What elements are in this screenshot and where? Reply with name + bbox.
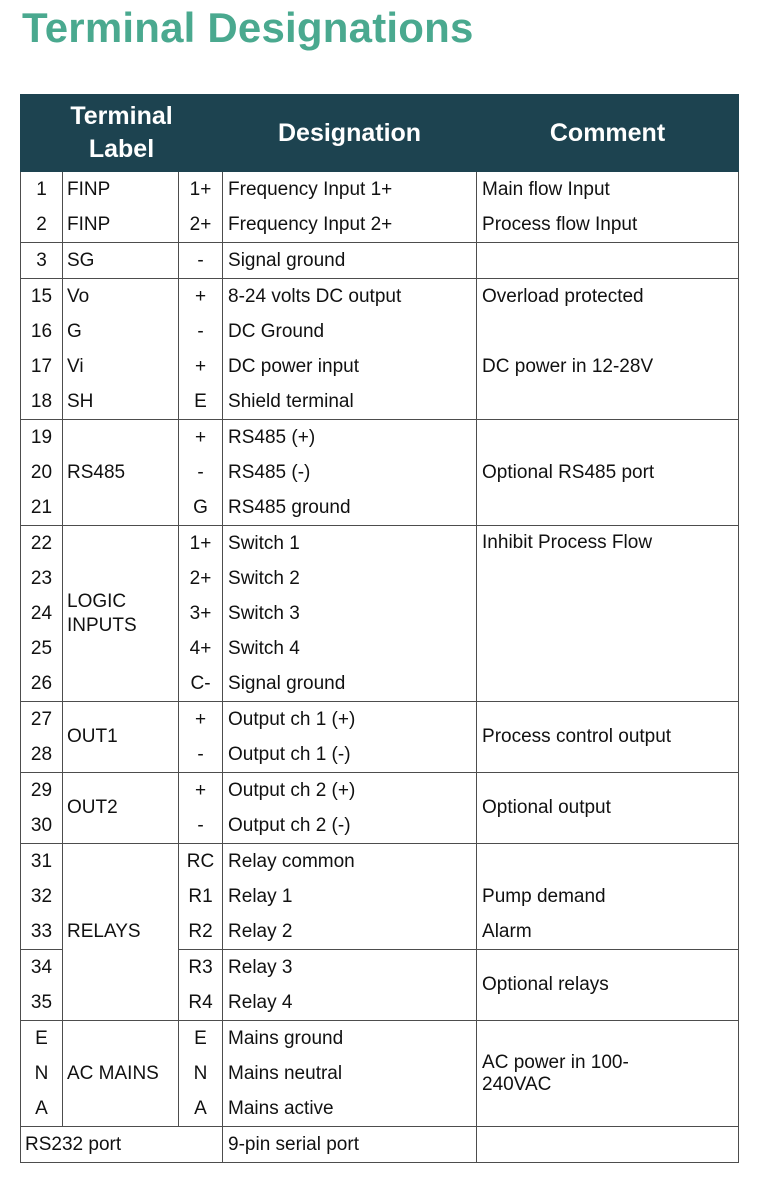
terminal-polarity: G — [179, 490, 223, 526]
terminal-polarity: 2+ — [179, 207, 223, 243]
comment-cell: Pump demand — [477, 879, 739, 914]
comment-cell — [477, 243, 739, 279]
terminal-polarity: + — [179, 773, 223, 809]
terminal-polarity: + — [179, 349, 223, 384]
terminal-number: 18 — [21, 384, 63, 420]
terminal-number: 30 — [21, 808, 63, 844]
designation-cell: Output ch 1 (+) — [223, 702, 477, 738]
terminal-polarity: A — [179, 1091, 223, 1127]
terminal-polarity: R3 — [179, 950, 223, 986]
terminal-label: FINP — [63, 172, 179, 208]
comment-cell: DC power in 12-28V — [477, 314, 739, 420]
terminal-label: RELAYS — [63, 844, 179, 1021]
terminal-polarity: 2+ — [179, 561, 223, 596]
header-terminal-label: Terminal Label — [21, 95, 223, 172]
terminal-label: Vo — [63, 279, 179, 315]
comment-cell: Alarm — [477, 914, 739, 950]
table-row — [21, 702, 739, 738]
comment-cell: Optional output — [477, 773, 739, 844]
terminal-number: 23 — [21, 561, 63, 596]
terminal-polarity: - — [179, 737, 223, 773]
page-title: Terminal Designations — [22, 4, 474, 51]
comment-cell: Process control output — [477, 702, 739, 773]
designation-cell: Frequency Input 2+ — [223, 207, 477, 243]
comment-cell: Overload protected — [477, 279, 739, 315]
terminal-number: 16 — [21, 314, 63, 349]
comment-cell: Optional RS485 port — [477, 420, 739, 526]
terminal-number: 2 — [21, 207, 63, 243]
table-row — [21, 773, 739, 809]
terminal-number: 20 — [21, 455, 63, 490]
table-row — [21, 420, 739, 456]
designation-cell: Mains ground — [223, 1021, 477, 1057]
designation-cell: 9-pin serial port — [223, 1127, 477, 1163]
designation-cell: Frequency Input 1+ — [223, 172, 477, 208]
terminal-label: G — [63, 314, 179, 349]
table-row — [21, 279, 739, 315]
terminal-polarity: - — [179, 243, 223, 279]
terminal-number: 24 — [21, 596, 63, 631]
terminal-number: 26 — [21, 666, 63, 702]
terminal-polarity: R1 — [179, 879, 223, 914]
designation-cell: Mains neutral — [223, 1056, 477, 1091]
terminal-polarity: + — [179, 279, 223, 315]
table-row — [21, 314, 739, 349]
terminal-polarity: - — [179, 808, 223, 844]
terminal-number: 22 — [21, 526, 63, 562]
terminal-polarity: R4 — [179, 985, 223, 1021]
terminal-number: E — [21, 1021, 63, 1057]
comment-cell — [477, 1127, 739, 1163]
table-row — [21, 243, 739, 279]
terminal-number: 28 — [21, 737, 63, 773]
terminal-polarity: N — [179, 1056, 223, 1091]
terminal-polarity: R2 — [179, 914, 223, 950]
designation-cell: Signal ground — [223, 666, 477, 702]
comment-cell: Process flow Input — [477, 207, 739, 243]
terminal-number: 33 — [21, 914, 63, 950]
terminal-label: LOGIC INPUTS — [63, 526, 179, 702]
designation-cell: Switch 3 — [223, 596, 477, 631]
designation-cell: Output ch 2 (+) — [223, 773, 477, 809]
table-row — [21, 844, 739, 880]
terminal-number: 32 — [21, 879, 63, 914]
designation-cell: Mains active — [223, 1091, 477, 1127]
terminal-label: Vi — [63, 349, 179, 384]
designation-cell: 8-24 volts DC output — [223, 279, 477, 315]
terminal-label: SH — [63, 384, 179, 420]
designation-cell: Switch 4 — [223, 631, 477, 666]
comment-cell: Optional relays — [477, 950, 739, 1021]
designation-cell: Output ch 1 (-) — [223, 737, 477, 773]
terminal-polarity: 1+ — [179, 526, 223, 562]
designation-cell: Relay 2 — [223, 914, 477, 950]
terminal-polarity: 3+ — [179, 596, 223, 631]
designation-cell: Shield terminal — [223, 384, 477, 420]
terminal-number: 35 — [21, 985, 63, 1021]
terminal-polarity: - — [179, 455, 223, 490]
terminal-number: 31 — [21, 844, 63, 880]
terminal-polarity: + — [179, 702, 223, 738]
terminal-label: OUT2 — [63, 773, 179, 844]
terminal-number: 19 — [21, 420, 63, 456]
table-row — [21, 526, 739, 562]
terminal-number: 25 — [21, 631, 63, 666]
terminal-polarity: C- — [179, 666, 223, 702]
terminal-number: A — [21, 1091, 63, 1127]
terminal-number: 21 — [21, 490, 63, 526]
table-row — [21, 172, 739, 208]
terminal-label: AC MAINS — [63, 1021, 179, 1127]
terminal-label: SG — [63, 243, 179, 279]
terminal-polarity: 4+ — [179, 631, 223, 666]
terminal-number: 29 — [21, 773, 63, 809]
designation-cell: RS485 (-) — [223, 455, 477, 490]
comment-cell: Main flow Input — [477, 172, 739, 208]
designation-cell: Output ch 2 (-) — [223, 808, 477, 844]
designation-cell: Switch 1 — [223, 526, 477, 562]
terminal-polarity: RC — [179, 844, 223, 880]
terminal-polarity: E — [179, 384, 223, 420]
designation-cell: Signal ground — [223, 243, 477, 279]
table-row — [21, 1021, 739, 1057]
designation-cell: RS485 (+) — [223, 420, 477, 456]
table-row — [21, 1127, 739, 1163]
header-comment: Comment — [477, 95, 739, 172]
terminal-number: 34 — [21, 950, 63, 986]
comment-cell — [477, 844, 739, 880]
terminal-label: FINP — [63, 207, 179, 243]
terminal-polarity: E — [179, 1021, 223, 1057]
terminal-number: 3 — [21, 243, 63, 279]
terminal-number: N — [21, 1056, 63, 1091]
terminal-polarity: 1+ — [179, 172, 223, 208]
table-header-row — [21, 95, 739, 172]
terminal-label: OUT1 — [63, 702, 179, 773]
terminal-number: 1 — [21, 172, 63, 208]
header-designation: Designation — [223, 95, 477, 172]
designation-cell: DC power input — [223, 349, 477, 384]
terminal-polarity: - — [179, 314, 223, 349]
comment-cell: Inhibit Process Flow — [477, 526, 739, 702]
terminal-designations-table — [20, 94, 739, 1163]
terminal-number: 15 — [21, 279, 63, 315]
terminal-label: RS232 port — [21, 1127, 223, 1163]
designation-cell: RS485 ground — [223, 490, 477, 526]
terminal-polarity: + — [179, 420, 223, 456]
table-row — [21, 207, 739, 243]
terminal-number: 27 — [21, 702, 63, 738]
terminal-number: 17 — [21, 349, 63, 384]
designation-cell: DC Ground — [223, 314, 477, 349]
designation-cell: Relay 4 — [223, 985, 477, 1021]
comment-cell: AC power in 100-240VAC — [477, 1021, 739, 1127]
terminal-label: RS485 — [63, 420, 179, 526]
designation-cell: Relay 3 — [223, 950, 477, 986]
designation-cell: Switch 2 — [223, 561, 477, 596]
designation-cell: Relay 1 — [223, 879, 477, 914]
designation-cell: Relay common — [223, 844, 477, 880]
